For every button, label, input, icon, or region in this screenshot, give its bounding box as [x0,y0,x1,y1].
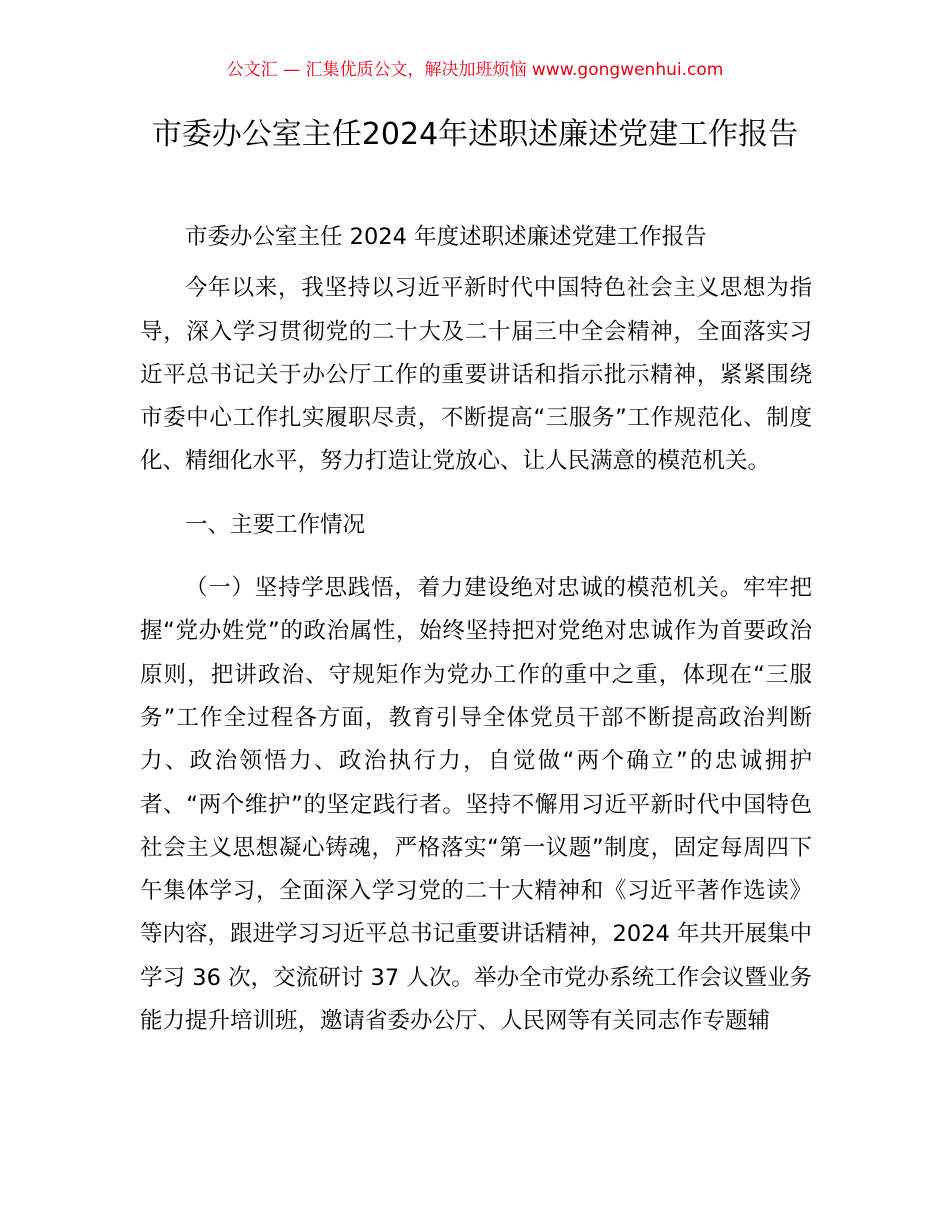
document-title: 市委办公室主任2024年述职述廉述党建工作报告 [151,117,799,152]
intro-paragraph: 今年以来，我坚持以习近平新时代中国特色社会主义思想为指导，深入学习贯彻党的二十大及二十届三中全会精神，全面落实习近平总书记关于办公厅工作的重要讲话和指示批示精神，紧紧围绕市委中心工作扎实履职尽责，不断提高“三服务”工作规范化、制度化、精细化水平，努力打造让党放心、让人民满意的模范机关。 [140,275,812,475]
subsection-paragraph: （一）坚持学思践悟，着力建设绝对忠诚的模范机关。牢牢把握“党办姓党”的政治属性，始终坚持把对党绝对忠诚作为首要政治原则，把讲政治、守规矩作为党办工作的重中之重，体现在“三服务”工作全过程各方面，教育引导全体党员干部不断提高政治判断力、政治领悟力、政治执行力，自觉做“两个确立”的忠诚拥护者、“两个维护”的坚定践行者。坚持不懈用习近平新时代中国特色社会主义思想凝心铸魂，严格落实“第一议题”制度，固定每周四下午集体学习，全面深入学习党的二十大精神和《习近平著作选读》等内容，跟进学习习近平总书记重要讲话精神，2024 年共开展集中学习 36 次，交流研讨 37 人次。举办全市党办系统工作会议暨业务能力提升培训班，邀请省委办公厅、人民网等有关同志作专题辅 [140,575,812,1035]
section-heading: 一、主要工作情况 [185,511,366,538]
site-banner: 公文汇 — 汇集优质公文，解决加班烦恼 www.gongwenhui.com [226,60,724,80]
document-subtitle: 市委办公室主任 2024 年度述职述廉述党建工作报告 [185,224,707,250]
document-body [140,216,812,1043]
